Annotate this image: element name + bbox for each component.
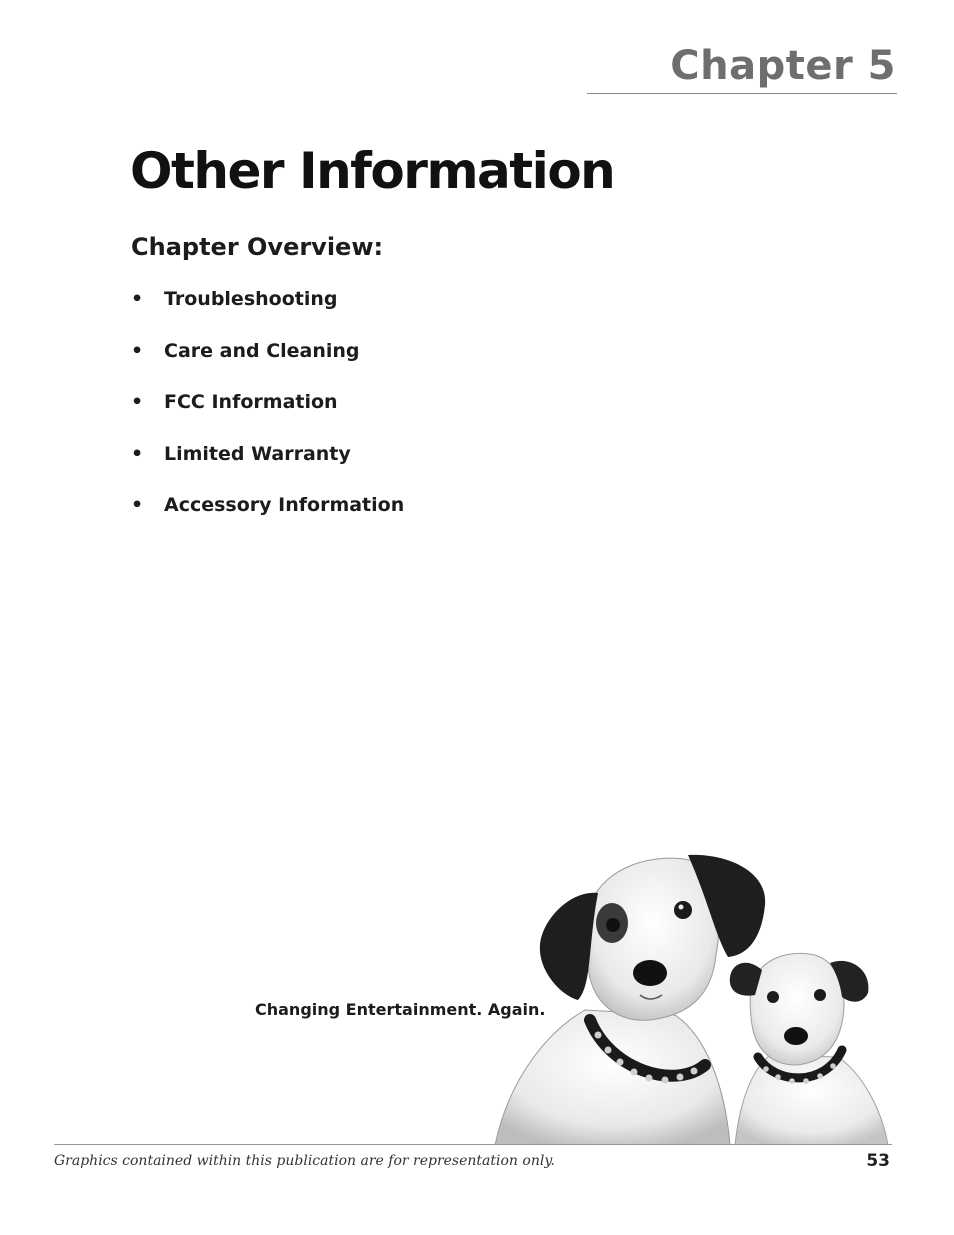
tagline: Changing Entertainment. Again. — [255, 1000, 546, 1019]
bullet-icon: • — [131, 494, 144, 516]
bullet-icon: • — [131, 391, 144, 413]
list-item-label: FCC Information — [164, 391, 338, 413]
dogs-illustration — [490, 845, 900, 1145]
list-item-label: Limited Warranty — [164, 442, 351, 465]
chapter-rule — [587, 93, 897, 94]
footer-rule — [54, 1144, 892, 1145]
page-title: Other Information — [130, 142, 615, 200]
chapter-label: Chapter 5 — [670, 43, 896, 89]
bullet-icon: • — [131, 442, 144, 465]
list-item — [131, 288, 404, 340]
bullet-icon: • — [131, 339, 144, 362]
list-item-label: Care and Cleaning — [164, 339, 360, 362]
overview-heading: Chapter Overview: — [131, 233, 384, 261]
list-item — [131, 443, 404, 495]
list-item — [131, 340, 404, 392]
list-item — [131, 391, 404, 443]
page-number: 53 — [866, 1151, 890, 1171]
footer-note: Graphics contained within this publication are for representation only. — [54, 1153, 555, 1169]
list-item-label: Troubleshooting — [164, 288, 338, 310]
bullet-icon: • — [131, 288, 144, 310]
list-item-label: Accessory Information — [164, 494, 405, 516]
overview-list — [131, 288, 404, 546]
list-item — [131, 494, 404, 546]
